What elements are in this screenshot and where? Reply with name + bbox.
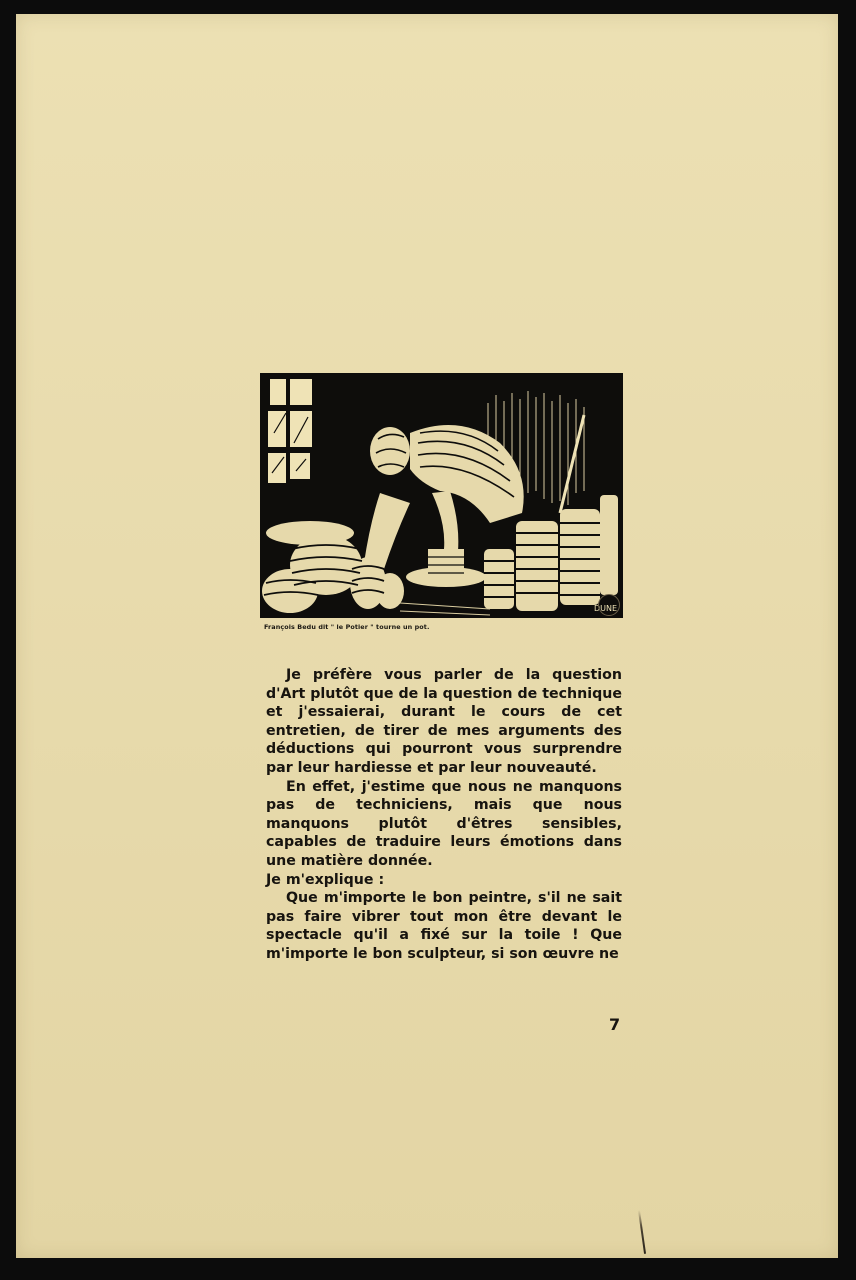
paragraph: Je préfère vous parler de la question d'Art plutôt que de la question de technique et j'essaierai, durant le cours de cet entretien, de tirer de mes arguments des déductions qui pourront vous surprendre par leur hardiesse et par leur nouveauté.	[266, 667, 622, 776]
potter-woodcut-illustration	[260, 373, 623, 618]
paragraph: En effet, j'estime que nous ne manquons pas de techniciens, mais que nous manquons plutôt d'êtres sensibles, capables de traduire leurs émotions dans une matière donnée.	[266, 778, 622, 869]
body-text	[266, 666, 622, 964]
paragraph: Que m'importe le bon peintre, s'il ne sait pas faire vibrer tout mon être devant le spectacle qu'il a fixé sur la toile ! Que m'importe le bon sculpteur, si son œuvre ne	[266, 890, 622, 962]
woodcut-signature: DUNE	[594, 604, 618, 613]
paragraph: Je m'explique :	[266, 871, 385, 888]
illustration-caption: François Bedu dit " le Potier " tourne un pot.	[264, 623, 430, 631]
page-sheet	[16, 14, 838, 1258]
page-number: 7	[609, 1015, 621, 1034]
library-stamp	[598, 594, 620, 616]
